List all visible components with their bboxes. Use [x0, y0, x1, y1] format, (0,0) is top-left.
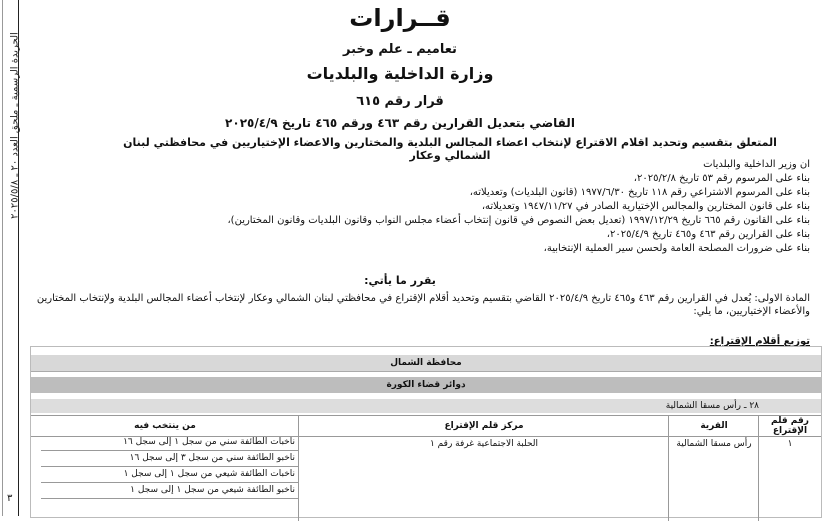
- preamble-line: بناء على ضرورات المصلحة العامة ولحسن سير العملية الإنتخابية،: [543, 243, 810, 254]
- table-header-row: [31, 415, 821, 437]
- voters-line: ناخبات الطائفة شيعي من سجل ١ إلى سجل ١: [41, 467, 299, 483]
- header-cell: مركز قلم الإقتراع: [298, 416, 669, 436]
- preamble-line: بناء على القانون رقم ٦٦٥ تاريخ ١٩٩٧/١٢/٢٩ (تعديل بعض النصوص في قانون إنتخاب أعضاء مجلس النواب وقانون البلديات وقانون المختارين)،: [227, 215, 810, 226]
- preamble: [30, 158, 810, 256]
- preamble-line: ان وزير الداخلية والبلديات: [703, 159, 810, 170]
- voters-cell: [41, 435, 299, 499]
- ministry-name: وزارة الداخلية والبلديات: [306, 64, 494, 83]
- voters-line: ناخبات الطائفة سني من سجل ١ إلى سجل ١٦: [41, 435, 299, 451]
- header-cell: القرية: [668, 416, 759, 436]
- decree-number: قرار رقم ٦١٥: [356, 94, 444, 109]
- preamble-line: بناء على المرسوم رقم ٥٣ تاريخ ٢٠٢٥/٢/٨،: [633, 173, 810, 184]
- preamble-line: بناء على المرسوم الاشتراعي رقم ١١٨ تاريخ ١٩٧٧/٦/٣٠ (قانون البلديات) وتعديلاته،: [469, 187, 810, 198]
- table-row: [31, 435, 821, 517]
- side-running-header: الجريدة الرسمية ـ ملحق العدد ٢٠ ـ ٢٠٢٥/٥/٨: [9, 32, 21, 219]
- article-one: المادة الاولى: يُعدل في القرارين رقم ٤٦٣ و٤٦٥ تاريخ ٢٠٢٥/٤/٩ القاضي بتقسيم وتحديد أقلام الإقتراع في محافظتي لبنان الشمالي وعكار لإنتخاب أعضاء المجالس البلدية ولإنتخاب المختارين والأعضاء الإختياريين، ما يلي:: [36, 293, 810, 317]
- voters-line: ناخبو الطائفة شيعي من سجل ١ إلى سجل ١: [41, 483, 299, 499]
- center-cell: الحلبة الاجتماعية غرفة رقم ١: [298, 435, 669, 521]
- decides-heading: يقرر ما يأتي:: [364, 274, 436, 287]
- section-title: قــرارات: [349, 4, 451, 32]
- municipality-name: ٢٨ ـ رأس مسقا الشمالية: [665, 401, 759, 411]
- polling-number-cell: ١: [758, 435, 821, 521]
- header-cell: من ينتخب فيه: [134, 421, 196, 431]
- district-row: دوائر قضاء الكورة: [31, 377, 821, 393]
- section-subtitle: تعاميم ـ علم وخبر: [343, 42, 457, 57]
- side-page-mark: ٣: [7, 493, 13, 504]
- header-cell: رقم قلم الإقتراع: [758, 416, 821, 436]
- preamble-line: بناء على قانون المختارين والمجالس الإختيارية الصادر في ١٩٤٧/١١/٢٧ وتعديلاته،: [481, 201, 810, 212]
- polling-table: [30, 346, 822, 518]
- municipality-row: [31, 399, 821, 413]
- village-cell: رأس مسقا الشمالية: [668, 435, 759, 521]
- governorate-row: محافظة الشمال: [31, 355, 821, 372]
- decree-amending: القاضي بتعديل القرارين رقم ٤٦٣ ورقم ٤٦٥ تاريخ ٢٠٢٥/٤/٩: [225, 116, 575, 130]
- preamble-line: بناء على القرارين رقم ٤٦٣ و٤٦٥ تاريخ ٢٠٢٥/٤/٩،: [606, 229, 810, 240]
- distribution-title: توزيع أقلام الإقتراع:: [709, 336, 810, 347]
- voters-line: ناخبو الطائفة سني من سجل ٣ إلى سجل ١٦: [41, 451, 299, 467]
- decree-subject: المتعلق بتقسيم وتحديد اقلام الاقتراع لإنتخاب اعضاء المجالس البلدية والمختارين والاعضاء الإختياريين في محافظتي لبنان الشمالي وعكار: [123, 136, 777, 162]
